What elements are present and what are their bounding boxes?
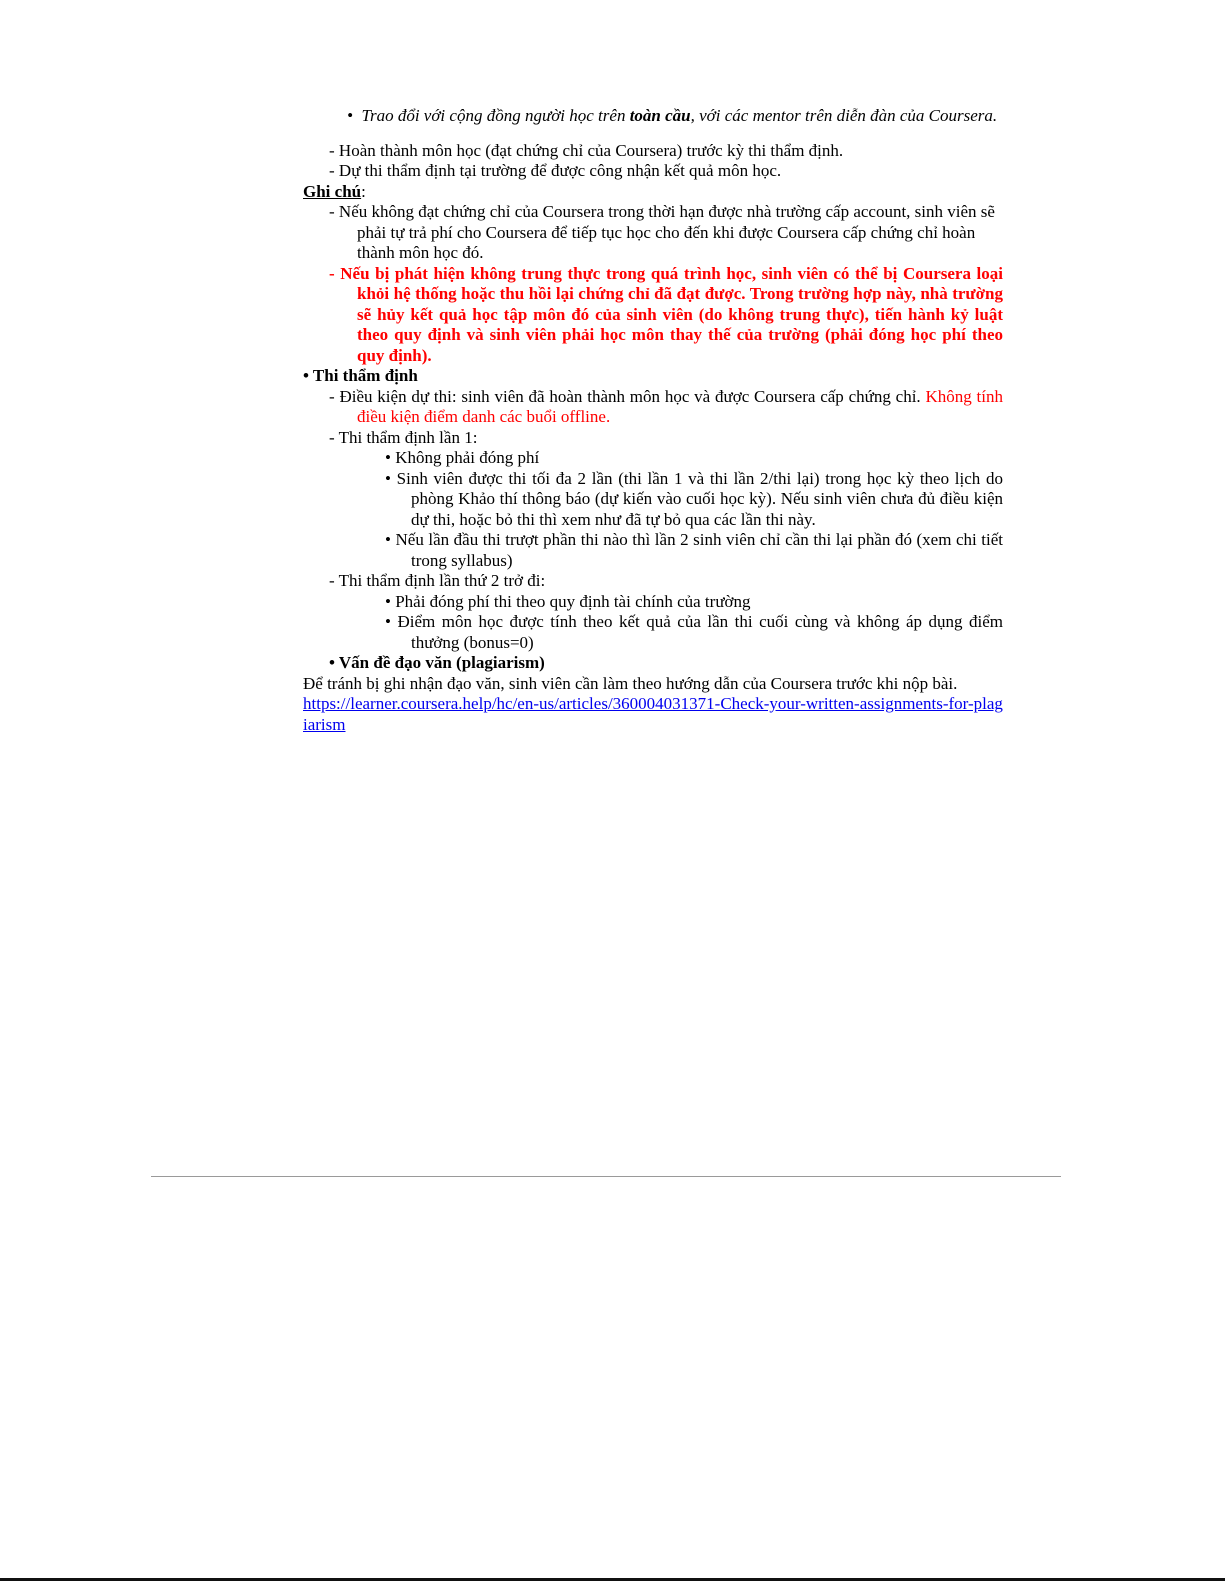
list-item: • Điểm môn học được tính theo kết quả của lần thi cuối cùng và không áp dụng điểm thưởng (bonus=0) (385, 612, 1003, 652)
emphasis-text: toàn cầu (629, 106, 691, 125)
exam-condition (329, 387, 1003, 428)
note-title: Ghi chú (303, 181, 362, 201)
list-item (347, 106, 1003, 127)
spacer (303, 127, 1003, 141)
list-item-text: , với các mentor trên diễn đàn của Coursera. (690, 106, 998, 125)
section-heading: • Vấn đề đạo văn (plagiarism) (329, 653, 545, 672)
note-item: - Nếu không đạt chứng chỉ của Coursera trong thời hạn được nhà trường cấp account, sinh viên sẽ phải tự trả phí cho Coursera để tiếp tục học cho đến khi được Coursera cấp chứng chỉ hoàn thành môn học đó. (329, 202, 995, 262)
exam-first-label: - Thi thẩm định lần 1: (329, 427, 478, 447)
list-item: • Sinh viên được thi tối đa 2 lần (thi lần 1 và thi lần 2/thi lại) trong học kỳ theo lịch do phòng Khảo thí thông báo (dự kiến vào cuối học kỳ). Nếu sinh viên chưa đủ điều kiện dự thi, hoặc bỏ thi thì xem như đã tự bỏ qua các lần thi này. (385, 468, 1003, 529)
page-bottom-edge (0, 1578, 1225, 1581)
list-item: • Nếu lần đầu thi trượt phần thi nào thì lần 2 sinh viên chỉ cần thi lại phần đó (xem chi tiết trong syllabus) (385, 530, 1003, 570)
step-line: - Hoàn thành môn học (đạt chứng chỉ của Coursera) trước kỳ thi thẩm định. (329, 140, 844, 160)
note-heading (303, 182, 1003, 203)
list-item: • Không phải đóng phí (385, 448, 540, 467)
note-warning: - Nếu bị phát hiện không trung thực trong quá trình học, sinh viên có thể bị Coursera loại khỏi hệ thống hoặc thu hồi lại chứng chỉ đã đạt được. Trong trường hợp này, nhà trường sẽ hủy kết quả học tập môn đó của sinh viên (do không trung thực), tiến hành kỷ luật theo quy định và sinh viên phải học môn thay thế của trường (phải đóng học phí theo quy định). (329, 263, 1003, 365)
list-item: • Phải đóng phí thi theo quy định tài chính của trường (385, 591, 751, 611)
exam-condition-note: Không tính điều kiện điểm danh các buổi offline. (357, 386, 1003, 426)
page-divider (151, 1176, 1061, 1177)
step-line: - Dự thi thẩm định tại trường để được công nhận kết quả môn học. (329, 161, 782, 180)
bullet: • (347, 106, 353, 125)
list-item-text: Trao đổi với cộng đồng người học trên (361, 106, 630, 125)
plagiarism-link[interactable]: https://learner.coursera.help/hc/en-us/articles/360004031371-Check-your-written-assignments-for-plagiarism (303, 694, 1003, 734)
plagiarism-link-line (303, 694, 1003, 735)
page-content (303, 106, 1003, 735)
exam-condition-text: - Điều kiện dự thi: sinh viên đã hoàn thành môn học và được Coursera cấp chứng chỉ. (329, 386, 921, 406)
exam-second-label: - Thi thẩm định lần thứ 2 trở đi: (329, 571, 546, 590)
note-colon: : (361, 181, 366, 201)
section-heading: • Thi thẩm định (303, 366, 418, 385)
plagiarism-text: Để tránh bị ghi nhận đạo văn, sinh viên cần làm theo hướng dẫn của Coursera trước khi nộp bài. (303, 673, 958, 693)
